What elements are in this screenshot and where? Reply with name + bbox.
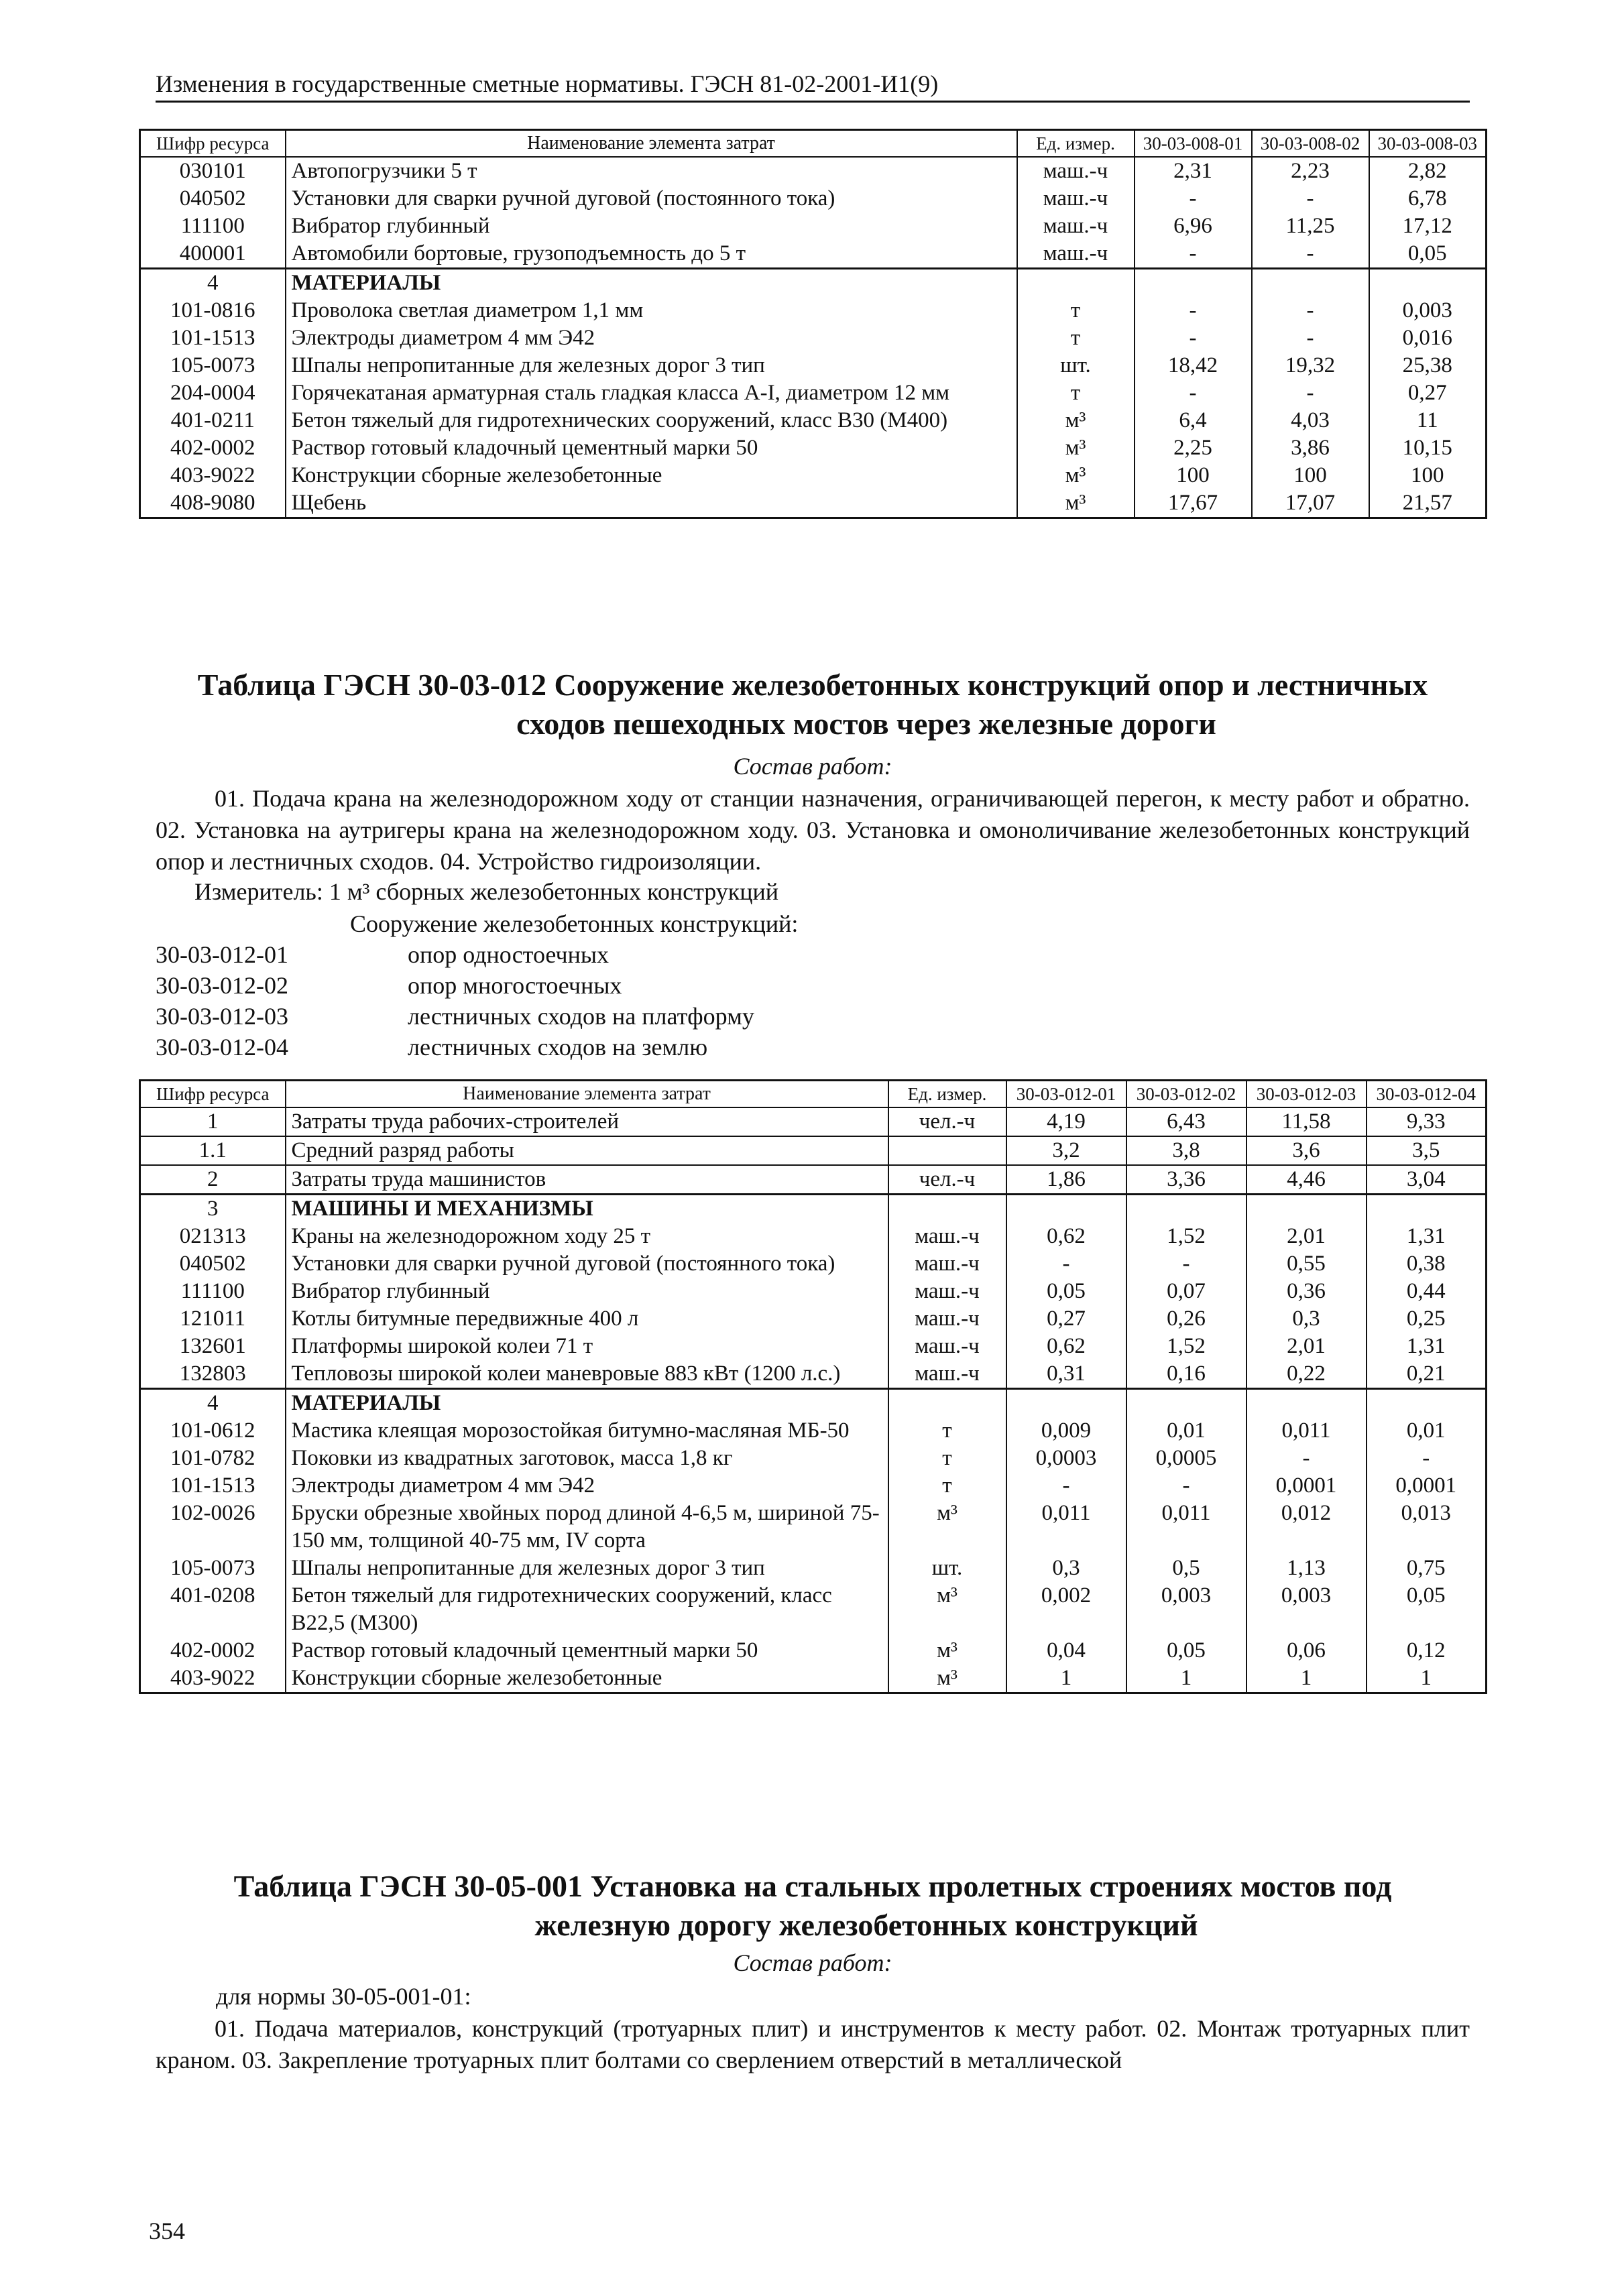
unit-cell: м³: [888, 1500, 1006, 1555]
resource-name-cell: Электроды диаметром 4 мм Э42: [286, 324, 1017, 352]
value-cell: 1,31: [1367, 1223, 1487, 1250]
value-cell: 9,33: [1367, 1107, 1487, 1136]
unit-cell: шт.: [888, 1555, 1006, 1582]
value-cell: 18,42: [1135, 352, 1252, 379]
value-cell: 1,52: [1126, 1223, 1246, 1250]
resource-name-cell: Затраты труда рабочих-строителей: [286, 1107, 888, 1136]
value-cell: 3,5: [1367, 1136, 1487, 1165]
unit-cell: [888, 1195, 1006, 1223]
resource-name-cell: Горячекатаная арматурная сталь гладкая класса А-I, диаметром 12 мм: [286, 379, 1017, 407]
value-cell: 2,01: [1246, 1223, 1367, 1250]
value-cell: 0,16: [1126, 1360, 1246, 1389]
unit-cell: маш.-ч: [888, 1250, 1006, 1278]
work-description: [156, 2013, 1470, 2076]
unit-cell: м³: [1017, 462, 1135, 489]
value-cell: 0,0001: [1246, 1472, 1367, 1500]
resource-code-cell: 121011: [140, 1305, 286, 1333]
value-cell: 1,52: [1126, 1333, 1246, 1360]
value-cell: 2,31: [1135, 157, 1252, 185]
value-cell: -: [1367, 1445, 1487, 1472]
resource-code-cell: 101-0782: [140, 1445, 286, 1472]
resource-name-cell: Конструкции сборные железобетонные: [286, 1665, 888, 1693]
value-cell: -: [1126, 1250, 1246, 1278]
value-cell: 1: [1246, 1665, 1367, 1693]
unit-cell: маш.-ч: [1017, 157, 1135, 185]
table-body: [140, 157, 1487, 518]
value-cell: 1: [1126, 1665, 1246, 1693]
composition-label: Состав работ:: [733, 753, 892, 780]
norm-code: 30-03-012-03: [156, 1003, 288, 1030]
table-row: [140, 379, 1487, 407]
value-cell: [1252, 269, 1369, 298]
value-cell: 19,32: [1252, 352, 1369, 379]
composition-label: Состав работ:: [733, 1949, 892, 1976]
resource-table-30-03-012: [139, 1079, 1487, 1694]
header-unit: Ед. измер.: [888, 1081, 1006, 1108]
header-unit: Ед. измер.: [1017, 130, 1135, 158]
resource-code-cell: 402-0002: [140, 434, 286, 462]
table-row: [140, 297, 1487, 324]
value-cell: 0,55: [1246, 1250, 1367, 1278]
resource-name-cell: Затраты труда машинистов: [286, 1165, 888, 1195]
value-cell: -: [1135, 297, 1252, 324]
resource-code-cell: 204-0004: [140, 379, 286, 407]
value-cell: 2,23: [1252, 157, 1369, 185]
value-cell: 3,6: [1246, 1136, 1367, 1165]
value-cell: 0,01: [1126, 1417, 1246, 1445]
value-cell: 2,82: [1369, 157, 1487, 185]
value-cell: 0,003: [1126, 1582, 1246, 1637]
resource-name-cell: Раствор готовый кладочный цементный марки 50: [286, 434, 1017, 462]
value-cell: 0,26: [1126, 1305, 1246, 1333]
work-description-text: 01. Подача крана на железнодорожном ходу от станции назначения, ограничивающей перегон, к месту работ и обратно. 02. Установка на аутригеры крана на железнодорожном ходу. 03. Установка и омоноличивание железобетонных конструкций опор и лестничных сходов. 04. Устройство гидроизоляции.: [156, 785, 1470, 875]
unit-cell: маш.-ч: [1017, 213, 1135, 240]
resource-name-cell: Электроды диаметром 4 мм Э42: [286, 1472, 888, 1500]
resource-code-cell: 101-1513: [140, 1472, 286, 1500]
value-cell: 3,86: [1252, 434, 1369, 462]
header-code: Шифр ресурса: [140, 1081, 286, 1108]
value-cell: 11,58: [1246, 1107, 1367, 1136]
unit-cell: маш.-ч: [888, 1305, 1006, 1333]
value-cell: 4,03: [1252, 407, 1369, 434]
value-cell: 25,38: [1369, 352, 1487, 379]
resource-code-cell: 111100: [140, 1278, 286, 1305]
value-cell: 0,3: [1006, 1555, 1126, 1582]
resource-code-cell: 105-0073: [140, 352, 286, 379]
value-cell: [1135, 269, 1252, 298]
unit-cell: м³: [1017, 407, 1135, 434]
value-cell: 0,05: [1006, 1278, 1126, 1305]
unit-cell: м³: [1017, 434, 1135, 462]
value-cell: 0,0005: [1126, 1445, 1246, 1472]
value-cell: -: [1252, 185, 1369, 213]
value-cell: [1246, 1389, 1367, 1418]
table-row: [140, 1136, 1487, 1165]
resource-name-cell: Шпалы непропитанные для железных дорог 3 тип: [286, 352, 1017, 379]
value-cell: 0,12: [1367, 1637, 1487, 1665]
value-cell: 10,15: [1369, 434, 1487, 462]
resource-name-cell: Автомобили бортовые, грузоподъемность до 5 т: [286, 240, 1017, 269]
resource-code-cell: 1.1: [140, 1136, 286, 1165]
table-row: [140, 213, 1487, 240]
value-cell: 1: [1006, 1665, 1126, 1693]
value-cell: 6,4: [1135, 407, 1252, 434]
resource-name-cell: Установки для сварки ручной дуговой (постоянного тока): [286, 1250, 888, 1278]
resource-name-cell: Котлы битумные передвижные 400 л: [286, 1305, 888, 1333]
value-cell: -: [1252, 297, 1369, 324]
value-cell: 4,46: [1246, 1165, 1367, 1195]
norm-label: опор многостоечных: [408, 972, 622, 999]
table-body: [140, 1107, 1487, 1693]
value-cell: 0,003: [1246, 1582, 1367, 1637]
table-row: [140, 1360, 1487, 1389]
value-cell: 0,012: [1246, 1500, 1367, 1555]
table-header-row: [140, 1081, 1487, 1108]
value-cell: 0,07: [1126, 1278, 1246, 1305]
value-cell: 1: [1367, 1665, 1487, 1693]
unit-cell: [888, 1136, 1006, 1165]
resource-code-cell: 400001: [140, 240, 286, 269]
resource-code-cell: 1: [140, 1107, 286, 1136]
resource-name-cell: Тепловозы широкой колеи маневровые 883 кВт (1200 л.с.): [286, 1360, 888, 1389]
norm-label: лестничных сходов на землю: [408, 1034, 708, 1061]
unit-cell: м³: [888, 1582, 1006, 1637]
resource-code-cell: 040502: [140, 1250, 286, 1278]
unit-cell: т: [1017, 324, 1135, 352]
value-cell: 3,8: [1126, 1136, 1246, 1165]
resource-code-cell: 401-0211: [140, 407, 286, 434]
table-row: [140, 352, 1487, 379]
resource-code-cell: 101-0816: [140, 297, 286, 324]
value-cell: 0,62: [1006, 1223, 1126, 1250]
value-cell: [1126, 1389, 1246, 1418]
value-cell: 1,13: [1246, 1555, 1367, 1582]
value-cell: [1369, 269, 1487, 298]
value-cell: 0,27: [1369, 379, 1487, 407]
resource-name-cell: МАТЕРИАЛЫ: [286, 1389, 888, 1418]
section-title-line: сходов пешеходных мостов через железные дороги: [516, 707, 1216, 741]
value-cell: 4,19: [1006, 1107, 1126, 1136]
value-cell: 0,0001: [1367, 1472, 1487, 1500]
value-cell: 0,44: [1367, 1278, 1487, 1305]
unit-cell: м³: [888, 1665, 1006, 1693]
header-col: 30-03-012-03: [1246, 1081, 1367, 1108]
table-row: [140, 1417, 1487, 1445]
table-row: [140, 1665, 1487, 1693]
norm-code: 30-03-012-01: [156, 941, 288, 968]
norm-reference: для нормы 30-05-001-01:: [216, 1983, 471, 2010]
resource-code-cell: 408-9080: [140, 489, 286, 518]
value-cell: [1006, 1195, 1126, 1223]
table-row: [140, 462, 1487, 489]
work-description-text: 01. Подача материалов, конструкций (тротуарных плит) и инструментов к месту работ. 02. Монтаж тротуарных плит краном. 03. Закрепление тротуарных плит болтами со сверлением отверстий в металлической: [156, 2015, 1470, 2073]
table-row: [140, 1637, 1487, 1665]
value-cell: -: [1246, 1445, 1367, 1472]
value-cell: 11: [1369, 407, 1487, 434]
value-cell: 1,86: [1006, 1165, 1126, 1195]
table-row: [140, 1555, 1487, 1582]
table-row: [140, 269, 1487, 298]
unit-cell: м³: [1017, 489, 1135, 518]
resource-code-cell: 403-9022: [140, 462, 286, 489]
resource-code-cell: 4: [140, 1389, 286, 1418]
table-row: [140, 1223, 1487, 1250]
value-cell: 0,003: [1369, 297, 1487, 324]
table-row: [140, 1250, 1487, 1278]
value-cell: 6,78: [1369, 185, 1487, 213]
value-cell: -: [1135, 240, 1252, 269]
value-cell: 0,5: [1126, 1555, 1246, 1582]
norm-code: 30-03-012-04: [156, 1034, 288, 1061]
section-title-line: железную дорогу железобетонных конструкций: [534, 1908, 1198, 1942]
value-cell: 6,96: [1135, 213, 1252, 240]
norm-code: 30-03-012-02: [156, 972, 288, 999]
value-cell: 0,27: [1006, 1305, 1126, 1333]
value-cell: 0,05: [1369, 240, 1487, 269]
running-head: Изменения в государственные сметные нормативы. ГЭСН 81-02-2001-И1(9): [156, 67, 1470, 103]
value-cell: -: [1135, 185, 1252, 213]
table-row: [140, 1165, 1487, 1195]
resource-code-cell: 021313: [140, 1223, 286, 1250]
value-cell: 0,3: [1246, 1305, 1367, 1333]
table-row: [140, 489, 1487, 518]
value-cell: 0,011: [1006, 1500, 1126, 1555]
value-cell: 0,002: [1006, 1582, 1126, 1637]
table-row: [140, 1195, 1487, 1223]
resource-code-cell: 105-0073: [140, 1555, 286, 1582]
unit-cell: чел.-ч: [888, 1165, 1006, 1195]
value-cell: 0,21: [1367, 1360, 1487, 1389]
unit-cell: т: [888, 1417, 1006, 1445]
table-row: [140, 407, 1487, 434]
resource-code-cell: 111100: [140, 213, 286, 240]
header-name: Наименование элемента затрат: [286, 1081, 888, 1108]
value-cell: [1126, 1195, 1246, 1223]
resource-name-cell: Мастика клеящая морозостойкая битумно-масляная МБ-50: [286, 1417, 888, 1445]
table-row: [140, 1107, 1487, 1136]
resource-name-cell: Поковки из квадратных заготовок, масса 1,8 кг: [286, 1445, 888, 1472]
value-cell: [1246, 1195, 1367, 1223]
value-cell: 100: [1252, 462, 1369, 489]
unit-cell: маш.-ч: [1017, 240, 1135, 269]
table-row: [140, 240, 1487, 269]
value-cell: 0,013: [1367, 1500, 1487, 1555]
value-cell: -: [1006, 1250, 1126, 1278]
value-cell: 11,25: [1252, 213, 1369, 240]
resource-name-cell: Краны на железнодорожном ходу 25 т: [286, 1223, 888, 1250]
unit-cell: маш.-ч: [888, 1333, 1006, 1360]
unit-cell: м³: [888, 1637, 1006, 1665]
value-cell: [1367, 1195, 1487, 1223]
resource-code-cell: 401-0208: [140, 1582, 286, 1637]
resource-name-cell: Раствор готовый кладочный цементный марки 50: [286, 1637, 888, 1665]
section-title-line: Таблица ГЭСН 30-03-012 Сооружение железобетонных конструкций опор и лестничных: [197, 668, 1428, 702]
table-row: [140, 157, 1487, 185]
table-row: [140, 1333, 1487, 1360]
resource-name-cell: Автопогрузчики 5 т: [286, 157, 1017, 185]
resource-code-cell: 403-9022: [140, 1665, 286, 1693]
unit-cell: т: [1017, 379, 1135, 407]
resource-name-cell: Бетон тяжелый для гидротехнических сооружений, класс В22,5 (М300): [286, 1582, 888, 1637]
value-cell: 0,25: [1367, 1305, 1487, 1333]
value-cell: 2,25: [1135, 434, 1252, 462]
resource-name-cell: МАШИНЫ И МЕХАНИЗМЫ: [286, 1195, 888, 1223]
resource-name-cell: Установки для сварки ручной дуговой (постоянного тока): [286, 185, 1017, 213]
table-row: [140, 1389, 1487, 1418]
resource-name-cell: Платформы широкой колеи 71 т: [286, 1333, 888, 1360]
resource-name-cell: Средний разряд работы: [286, 1136, 888, 1165]
header-col: 30-03-008-02: [1252, 130, 1369, 158]
header-col: 30-03-012-01: [1006, 1081, 1126, 1108]
value-cell: 0,36: [1246, 1278, 1367, 1305]
value-cell: 21,57: [1369, 489, 1487, 518]
value-cell: 0,06: [1246, 1637, 1367, 1665]
value-cell: 3,2: [1006, 1136, 1126, 1165]
resource-code-cell: 402-0002: [140, 1637, 286, 1665]
unit-cell: т: [1017, 297, 1135, 324]
resource-name-cell: МАТЕРИАЛЫ: [286, 269, 1017, 298]
table-row: [140, 1445, 1487, 1472]
table-row: [140, 185, 1487, 213]
section-title-line: Таблица ГЭСН 30-05-001 Установка на стальных пролетных строениях мостов под: [233, 1869, 1392, 1903]
resource-code-cell: 030101: [140, 157, 286, 185]
value-cell: 0,22: [1246, 1360, 1367, 1389]
value-cell: -: [1252, 379, 1369, 407]
norm-label: опор одностоечных: [408, 941, 610, 968]
resource-table-30-03-008: [139, 129, 1487, 519]
unit-cell: маш.-ч: [1017, 185, 1135, 213]
resource-name-cell: Шпалы непропитанные для железных дорог 3 тип: [286, 1555, 888, 1582]
work-description: [156, 783, 1470, 878]
table-row: [140, 1278, 1487, 1305]
norm-label: лестничных сходов на платформу: [408, 1003, 754, 1030]
unit-cell: маш.-ч: [888, 1223, 1006, 1250]
header-col: 30-03-008-03: [1369, 130, 1487, 158]
value-cell: 0,05: [1367, 1582, 1487, 1637]
resource-name-cell: Вибратор глубинный: [286, 1278, 888, 1305]
value-cell: 6,43: [1126, 1107, 1246, 1136]
resource-name-cell: Проволока светлая диаметром 1,1 мм: [286, 297, 1017, 324]
value-cell: 0,0003: [1006, 1445, 1126, 1472]
value-cell: -: [1006, 1472, 1126, 1500]
value-cell: 0,011: [1246, 1417, 1367, 1445]
page-number: 354: [149, 2218, 185, 2244]
value-cell: 3,04: [1367, 1165, 1487, 1195]
section-title-30-03-012: [156, 666, 1470, 743]
value-cell: -: [1252, 324, 1369, 352]
value-cell: [1006, 1389, 1126, 1418]
table-header-row: [140, 130, 1487, 158]
value-cell: 100: [1369, 462, 1487, 489]
unit-cell: чел.-ч: [888, 1107, 1006, 1136]
value-cell: 17,67: [1135, 489, 1252, 518]
section-title-30-05-001: [156, 1867, 1470, 1945]
unit-cell: т: [888, 1445, 1006, 1472]
resource-code-cell: 4: [140, 269, 286, 298]
resource-code-cell: 3: [140, 1195, 286, 1223]
unit-cell: [1017, 269, 1135, 298]
value-cell: 0,75: [1367, 1555, 1487, 1582]
value-cell: 0,05: [1126, 1637, 1246, 1665]
value-cell: 1,31: [1367, 1333, 1487, 1360]
value-cell: 3,36: [1126, 1165, 1246, 1195]
value-cell: 2,01: [1246, 1333, 1367, 1360]
value-cell: 0,009: [1006, 1417, 1126, 1445]
value-cell: 0,38: [1367, 1250, 1487, 1278]
header-col: 30-03-012-04: [1367, 1081, 1487, 1108]
measure-unit: Измеритель: 1 м³ сборных железобетонных конструкций: [194, 878, 779, 905]
resource-code-cell: 101-0612: [140, 1417, 286, 1445]
header-col: 30-03-012-02: [1126, 1081, 1246, 1108]
resource-code-cell: 040502: [140, 185, 286, 213]
resource-code-cell: 132803: [140, 1360, 286, 1389]
resource-code-cell: 101-1513: [140, 324, 286, 352]
resource-name-cell: Щебень: [286, 489, 1017, 518]
table-row: [140, 1472, 1487, 1500]
table-row: [140, 1305, 1487, 1333]
resource-name-cell: Бруски обрезные хвойных пород длиной 4-6,5 м, шириной 75-150 мм, толщиной 40-75 мм, IV сорта: [286, 1500, 888, 1555]
table-row: [140, 434, 1487, 462]
value-cell: 0,011: [1126, 1500, 1246, 1555]
value-cell: [1367, 1389, 1487, 1418]
table-row: [140, 324, 1487, 352]
value-cell: -: [1126, 1472, 1246, 1500]
header-name: Наименование элемента затрат: [286, 130, 1017, 158]
value-cell: 0,62: [1006, 1333, 1126, 1360]
value-cell: 0,04: [1006, 1637, 1126, 1665]
resource-code-cell: 132601: [140, 1333, 286, 1360]
value-cell: 0,01: [1367, 1417, 1487, 1445]
resource-name-cell: Бетон тяжелый для гидротехнических сооружений, класс В30 (М400): [286, 407, 1017, 434]
value-cell: -: [1135, 379, 1252, 407]
construction-heading: Сооружение железобетонных конструкций:: [350, 910, 799, 937]
unit-cell: маш.-ч: [888, 1278, 1006, 1305]
value-cell: 0,31: [1006, 1360, 1126, 1389]
unit-cell: т: [888, 1472, 1006, 1500]
unit-cell: [888, 1389, 1006, 1418]
resource-name-cell: Конструкции сборные железобетонные: [286, 462, 1017, 489]
unit-cell: шт.: [1017, 352, 1135, 379]
unit-cell: маш.-ч: [888, 1360, 1006, 1389]
value-cell: 17,12: [1369, 213, 1487, 240]
value-cell: 0,016: [1369, 324, 1487, 352]
value-cell: 100: [1135, 462, 1252, 489]
resource-name-cell: Вибратор глубинный: [286, 213, 1017, 240]
header-code: Шифр ресурса: [140, 130, 286, 158]
value-cell: -: [1135, 324, 1252, 352]
table-row: [140, 1500, 1487, 1555]
value-cell: -: [1252, 240, 1369, 269]
resource-code-cell: 2: [140, 1165, 286, 1195]
header-col: 30-03-008-01: [1135, 130, 1252, 158]
table-row: [140, 1582, 1487, 1637]
value-cell: 17,07: [1252, 489, 1369, 518]
resource-code-cell: 102-0026: [140, 1500, 286, 1555]
